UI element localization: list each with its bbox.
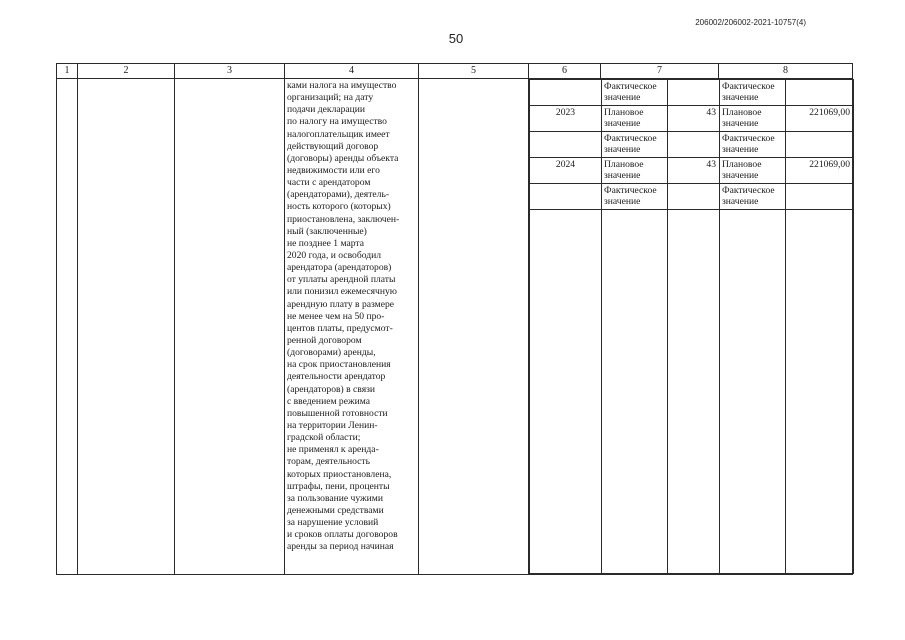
filler-cell [602,210,668,574]
col8-value [786,80,854,106]
col8-label: Фактическое значение [720,80,786,106]
description-text [285,79,418,553]
col8-value: 221069,00 [786,106,854,132]
description-line: (арендаторами), деятель- [287,189,390,201]
indicator-subtable [529,79,854,574]
col7-label: Плановое значение [602,106,668,132]
description-line: действующий договор [287,140,379,152]
description-line: (арендаторов) в связи [287,383,376,395]
col5-cell [419,79,529,575]
col8-value: 221069,00 [786,158,854,184]
filler-cell [530,210,602,574]
indicator-row [530,184,854,210]
column-number-row [57,64,853,79]
year-cell: 2023 [530,106,602,132]
description-line: торам, деятельность [287,456,370,468]
description-line: ренной договором [287,334,362,346]
description-line: которых приостановлена, [287,468,392,480]
description-line: денежными средствами [287,504,384,516]
column-number: 6 [529,64,601,79]
description-line: 2020 года, и освободил [287,249,382,261]
year-cell: 2024 [530,158,602,184]
year-cell [530,132,602,158]
description-line: штрафы, пени, проценты [287,480,390,492]
col7-label: Плановое значение [602,158,668,184]
filler-cell [786,210,854,574]
description-line: ность которого (которых) [287,201,391,213]
description-line: с введением режима [287,395,371,407]
description-line: организаций; на дату [287,92,374,104]
col7-label: Фактическое значение [602,80,668,106]
indicator-row [530,106,854,132]
description-line: недвижимости или его [287,164,380,176]
body-row [57,79,853,575]
filler-cell [720,210,786,574]
data-table [56,63,853,575]
col7-value [668,80,720,106]
filler-cell [668,210,720,574]
col8-label: Фактическое значение [720,132,786,158]
year-cell [530,184,602,210]
description-line: арендатора (арендаторов) [287,262,392,274]
description-line: арендную плату в размере [287,298,395,310]
description-line: части с арендатором [287,177,371,189]
column-number: 1 [57,64,78,79]
description-line: или понизил ежемесячную [287,286,397,298]
col7-value: 43 [668,158,720,184]
column-number: 2 [78,64,175,79]
col7-value: 43 [668,106,720,132]
description-line: за нарушение условий [287,517,379,529]
indicator-row [530,132,854,158]
document-id: 206002/206002-2021-10757(4) [695,18,806,27]
col3-cell [175,79,285,575]
col8-label: Фактическое значение [720,184,786,210]
description-line: аренды за период начиная [287,541,394,553]
year-cell [530,80,602,106]
description-line: не позднее 1 марта [287,237,364,249]
description-line: ный (заключенные) [287,225,367,237]
description-line: налогоплательщик имеет [287,128,390,140]
col2-cell [78,79,175,575]
description-line: за пользование чужими [287,492,383,504]
col8-label: Плановое значение [720,106,786,132]
description-line: на территории Ленин- [287,419,378,431]
description-line: на срок приостановления [287,359,391,371]
column-number: 5 [419,64,529,79]
description-line: повышенной готовности [287,407,388,419]
indicator-row [530,80,854,106]
column-number: 7 [601,64,719,79]
description-line: (договорами) аренды, [287,347,376,359]
description-line: подачи декларации [287,104,366,116]
col7-value [668,184,720,210]
column-number: 4 [285,64,419,79]
description-line: (договоры) аренды объекта [287,152,399,164]
col4-description [285,79,419,575]
indicator-row [530,158,854,184]
indicator-filler-row [530,210,854,574]
description-line: не применял к арендa- [287,444,379,456]
col8-value [786,184,854,210]
col7-value [668,132,720,158]
description-line: градской области; [287,432,361,444]
col7-label: Фактическое значение [602,132,668,158]
description-line: приостановлена, заключен- [287,213,400,225]
col8-value [786,132,854,158]
description-line: по налогу на имущество [287,116,387,128]
description-line: не менее чем на 50 про- [287,310,385,322]
indicator-block [529,79,853,575]
column-number: 8 [719,64,853,79]
description-line: центов платы, предусмот- [287,322,393,334]
column-number: 3 [175,64,285,79]
description-line: ками налога на имущество [287,80,397,91]
description-line: деятельности арендатор [287,371,386,383]
description-line: от уплаты арендной платы [287,274,396,286]
col7-label: Фактическое значение [602,184,668,210]
col8-label: Плановое значение [720,158,786,184]
col1-cell [57,79,78,575]
description-line: и сроков оплаты договоров [287,529,398,541]
page-number: 50 [448,31,464,46]
